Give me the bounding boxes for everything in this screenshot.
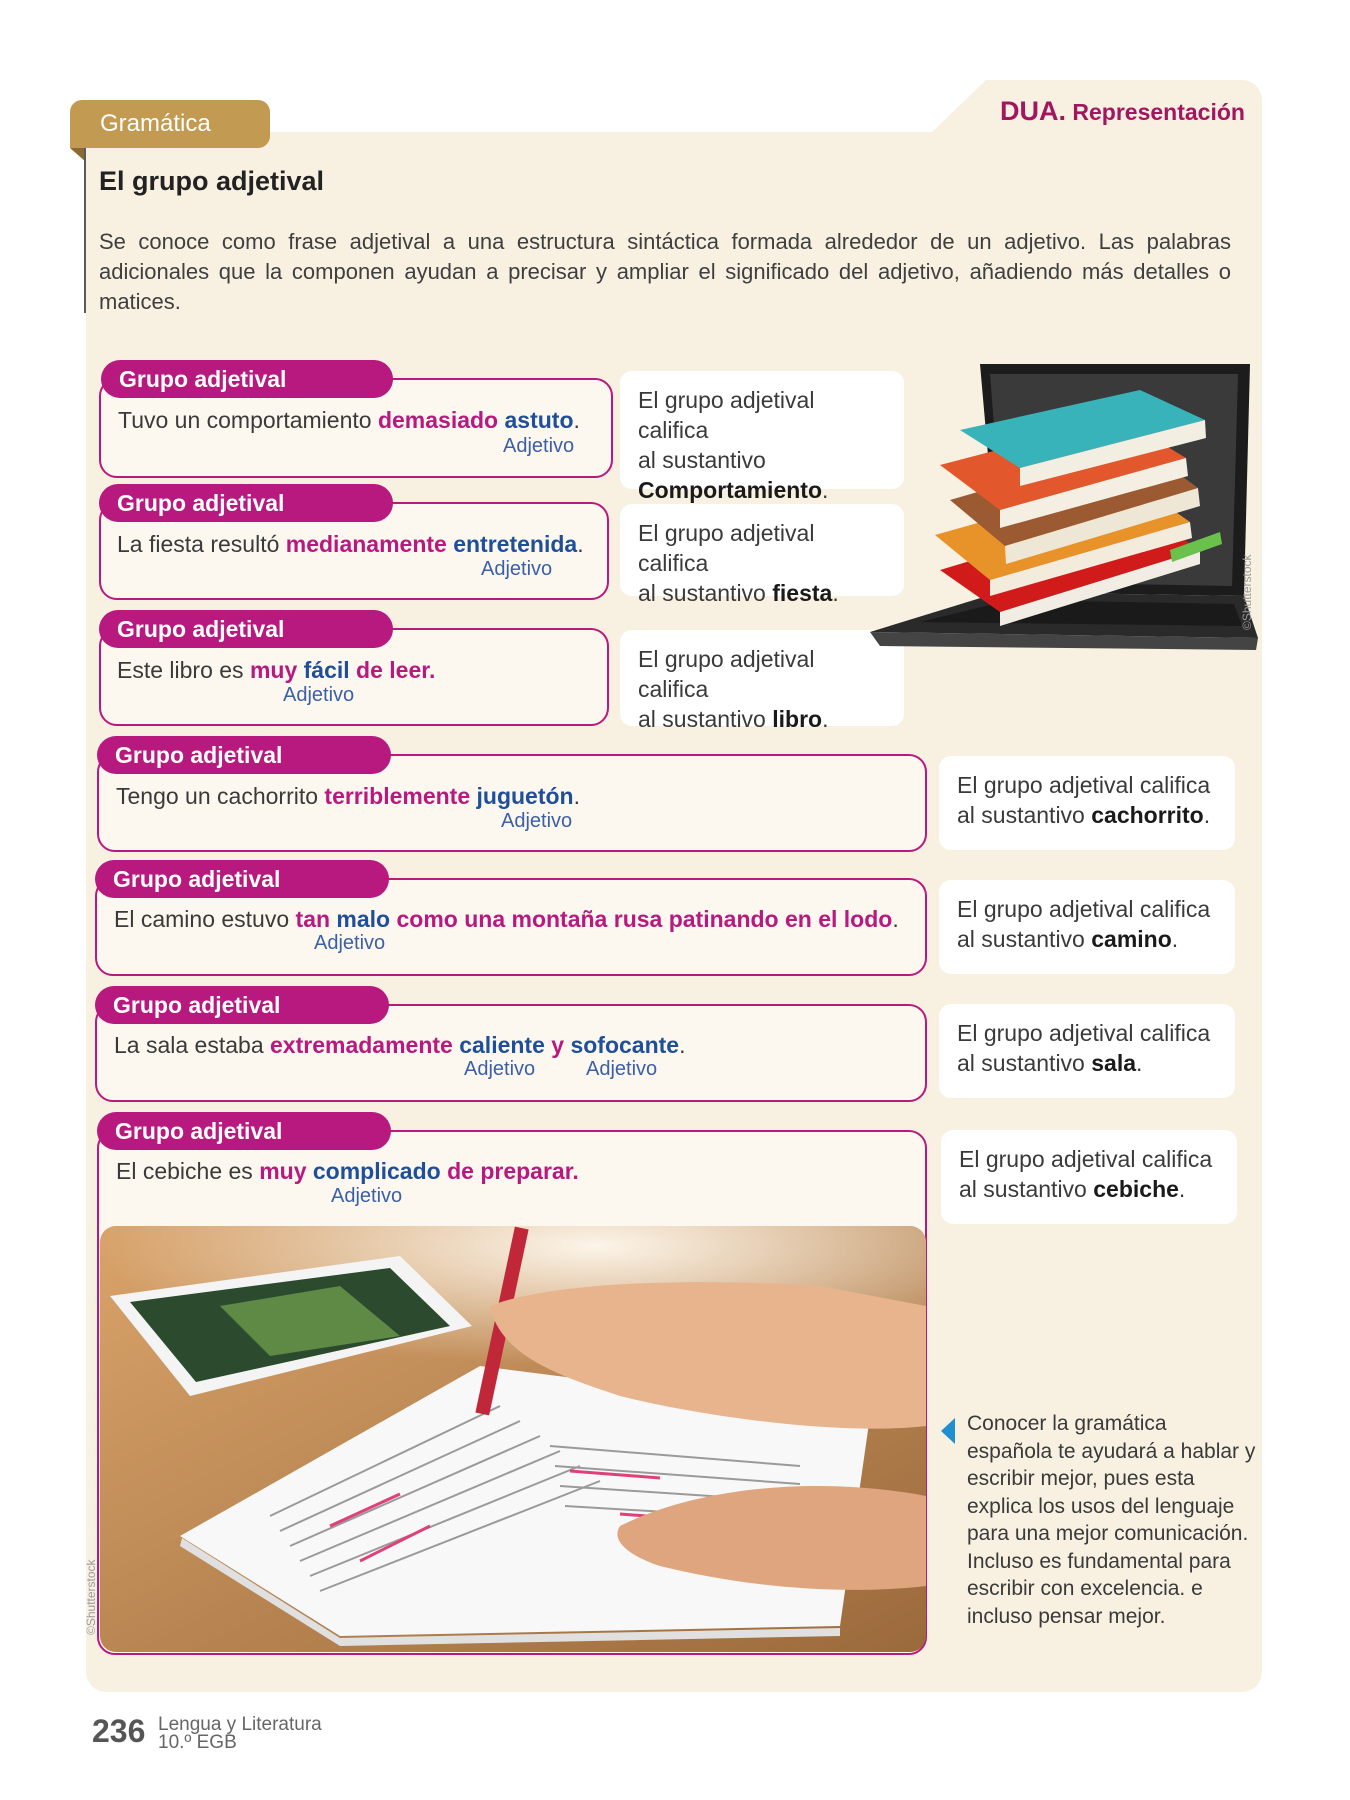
adjective: entretenida [453, 531, 578, 557]
sentence-end: . [577, 531, 584, 557]
group-tab-1: Grupo adjetival [101, 360, 393, 398]
sentence-end: . [573, 407, 580, 433]
complement: de leer. [349, 657, 436, 683]
modifier: medianamente [285, 531, 447, 557]
footer-subject [158, 1716, 322, 1752]
noun: cebiche [1093, 1176, 1179, 1202]
explanation-card-7 [941, 1130, 1237, 1224]
side-note: Conocer la gramática española te ayudará a hablar y escribir mejor, pues esta explica los usos del lenguaje para una mejor comunicación. Incluso es fundamental para escribir con excelencia. e incluso pensar mejor. [967, 1412, 1256, 1628]
sentence-text: La sala estaba [114, 1032, 271, 1058]
group-tab-6: Grupo adjetival [95, 986, 389, 1024]
photo-credit: ©Shutterstock [84, 1559, 98, 1635]
expl-prefix: El grupo adjetival califica [638, 646, 815, 702]
expl-mid: al sustantivo [638, 447, 766, 473]
dua-label [1000, 96, 1245, 127]
intro-paragraph: Se conoce como frase adjetival a una estructura sintáctica formada alrededor de un adjetivo. Las palabras adicionales que la componen ayudan a precisar y ampliar el significado del adjetivo, añadiendo más detalles o matices. [99, 229, 1231, 314]
modifier: tan [295, 906, 331, 932]
complement: de preparar. [440, 1158, 579, 1184]
sentence-text: Tengo un cachorrito [116, 783, 325, 809]
adjective: caliente [459, 1032, 545, 1058]
adjective-label: Adjetivo [464, 1058, 536, 1080]
group-tab-3: Grupo adjetival [99, 610, 393, 648]
adjective: astuto [504, 407, 574, 433]
adjective: complicado [312, 1158, 441, 1184]
adjective: malo [336, 906, 391, 932]
adjective-label-2: Adjetivo [586, 1058, 658, 1080]
dua-rest: Representación [1072, 99, 1245, 125]
conjunction: y [544, 1032, 571, 1058]
laptop-books-illustration [840, 360, 1260, 670]
example-sentence-6 [114, 1032, 685, 1059]
noun: libro [772, 706, 823, 732]
sentence-text: El cebiche es [116, 1158, 260, 1184]
expl-mid: al sustantivo [957, 802, 1085, 828]
group-tab-5: Grupo adjetival [95, 860, 389, 898]
expl-mid: al sustantivo [638, 580, 766, 606]
left-rule [84, 148, 86, 313]
example-sentence-1 [118, 407, 580, 434]
expl-prefix: El grupo adjetival califica [638, 520, 815, 576]
laptop-credit: ©Shutterstock [1240, 554, 1254, 630]
sentence-end: . [573, 783, 580, 809]
adjective: fácil [303, 657, 350, 683]
complement: como una montaña rusa patinando en el lodo [390, 906, 893, 932]
adjective-label: Adjetivo [501, 810, 573, 832]
example-sentence-3 [117, 657, 435, 684]
explanation-card-5 [939, 880, 1235, 974]
page-number: 236 [92, 1713, 146, 1749]
expl-mid: al sustantivo [957, 926, 1085, 952]
sentence-text: Tuvo un comportamiento [118, 407, 378, 433]
sentence-text: Este libro es [117, 657, 250, 683]
editing-photo [100, 1226, 926, 1652]
grade-level: 10.º EGB [158, 1732, 237, 1753]
expl-mid: al sustantivo [959, 1176, 1087, 1202]
sentence-text: El camino estuvo [114, 906, 296, 932]
noun: sala [1091, 1050, 1137, 1076]
section-tab: Gramática [70, 100, 270, 148]
expl-mid: al sustantivo [638, 706, 766, 732]
example-sentence-2 [117, 531, 584, 558]
example-sentence-5 [114, 906, 899, 933]
modifier: muy [259, 1158, 307, 1184]
adjective-label: Adjetivo [503, 435, 575, 457]
note-arrow-icon [941, 1418, 955, 1444]
expl-prefix: El grupo adjetival califica [638, 387, 815, 443]
sentence-end: . [892, 906, 899, 932]
noun: camino [1091, 926, 1172, 952]
expl-prefix: El grupo adjetival califica [959, 1146, 1213, 1172]
adjective-label: Adjetivo [331, 1185, 403, 1207]
group-tab-2: Grupo adjetival [99, 484, 393, 522]
modifier: terriblemente [324, 783, 471, 809]
noun: Comportamiento [638, 477, 822, 503]
sentence-end: . [679, 1032, 686, 1058]
noun-end: . [832, 580, 839, 606]
group-tab-7: Grupo adjetival [97, 1112, 391, 1150]
example-sentence-7 [116, 1158, 579, 1185]
expl-prefix: El grupo adjetival califica [957, 1020, 1211, 1046]
noun-end: . [822, 706, 829, 732]
modifier: demasiado [377, 407, 499, 433]
expl-mid: al sustantivo [957, 1050, 1085, 1076]
noun-end: . [822, 477, 829, 503]
adjective-label: Adjetivo [481, 558, 553, 580]
modifier: muy [249, 657, 298, 683]
dua-strong: DUA. [1000, 96, 1066, 126]
group-tab-4: Grupo adjetival [97, 736, 391, 774]
noun: fiesta [772, 580, 833, 606]
noun-end: . [1136, 1050, 1143, 1076]
noun-end: . [1203, 802, 1211, 828]
noun: cachorrito [1091, 802, 1204, 828]
adjective-label: Adjetivo [283, 684, 355, 706]
subject-name: Lengua y Literatura [158, 1714, 322, 1735]
page-title: El grupo adjetival [99, 166, 325, 196]
expl-prefix: El grupo adjetival califica [957, 896, 1211, 922]
expl-prefix: El grupo adjetival califica [957, 772, 1211, 798]
modifier: extremadamente [270, 1032, 453, 1058]
explanation-card-4 [939, 756, 1235, 850]
adjective: juguetón [476, 783, 574, 809]
example-sentence-4 [116, 783, 580, 810]
adjective-label: Adjetivo [314, 932, 386, 954]
noun-end: . [1178, 1176, 1186, 1202]
noun-end: . [1171, 926, 1179, 952]
adjective-2: sofocante [570, 1032, 680, 1058]
sentence-text: La fiesta resultó [117, 531, 286, 557]
explanation-card-6 [939, 1004, 1235, 1098]
